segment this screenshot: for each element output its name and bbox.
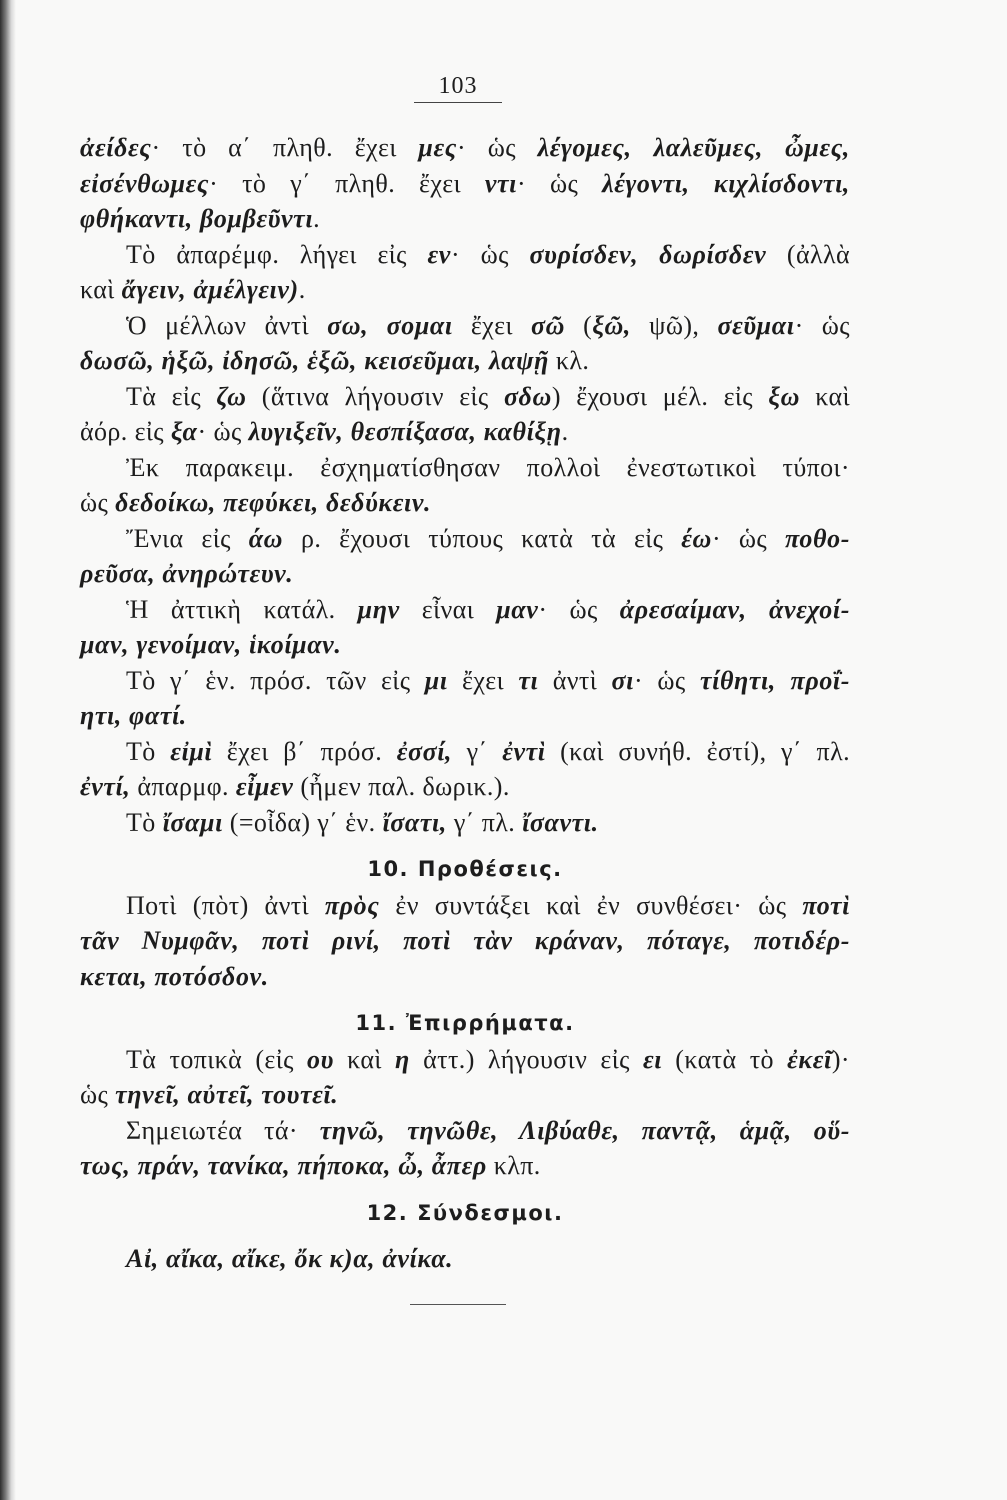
emphasized-term: έω — [681, 523, 712, 553]
text-run: (=οἶδα) γ΄ ἑν. — [222, 807, 383, 837]
emphasized-term: Αἰ, αἴκα, αἴκε, ὄκ κ)α, ἀνίκα. — [126, 1244, 454, 1273]
text-run: καὶ — [80, 275, 122, 304]
text-run: · ὡς — [794, 310, 850, 340]
text-run: . — [561, 417, 569, 446]
emphasized-term: σδω — [503, 381, 552, 411]
text-run: · ὡς — [633, 665, 700, 695]
text-run: Ἡ ἀττικὴ κατάλ. — [126, 594, 358, 624]
text-line — [80, 663, 850, 699]
emphasized-term: ντι — [484, 168, 518, 198]
text-run: · ὡς — [517, 168, 603, 198]
text-run: ἀντὶ — [538, 665, 612, 695]
text-line — [80, 272, 850, 308]
emphasized-term: ποθο- — [785, 523, 850, 553]
emphasized-term: ἴσαμι — [162, 807, 223, 837]
emphasized-term: εἰσένθωμες — [80, 168, 210, 198]
text-run: . — [298, 275, 306, 304]
page-edge-shadow — [0, 0, 16, 1500]
section-heading: 12. Σύνδεσμοι. — [366, 1200, 564, 1225]
text-line — [80, 201, 850, 237]
text-run: · τὸ γ΄ πληθ. ἔχει — [209, 168, 485, 198]
text-run: (καὶ συνήθ. ἐστί), γ΄ πλ. — [545, 736, 850, 766]
emphasized-term: λυγιξεῖν, θεσπίξασα, καθίξῃ — [248, 417, 562, 446]
text-run: · τὸ α΄ πληθ. ἔχει — [151, 133, 419, 162]
text-line — [80, 130, 850, 166]
text-line — [80, 414, 850, 450]
emphasized-term: ἐντὶ — [502, 736, 546, 766]
emphasized-term: μες — [418, 133, 457, 162]
text-line — [80, 379, 850, 415]
text-line — [80, 1148, 850, 1184]
text-run: ἔχει — [447, 665, 519, 695]
emphasized-term: τίθητι, προΐ- — [699, 665, 851, 695]
text-run: ἀττ.) λήγουσιν εἰς — [409, 1044, 644, 1074]
page-number: 103 — [414, 72, 502, 103]
emphasized-term: λέγομες, λαλεῦμες, ὦμες, — [537, 133, 850, 162]
emphasized-term: εἶμεν — [235, 772, 294, 801]
text-run: (κατὰ τὸ — [662, 1044, 788, 1074]
text-run: ἔχει β΄ πρόσ. — [212, 736, 397, 766]
text-run: ( — [565, 310, 593, 340]
text-run: ) ἔχουσι μέλ. εἰς — [551, 381, 769, 411]
end-rule — [410, 1304, 506, 1305]
emphasized-term: σω, σομαι — [327, 310, 453, 340]
emphasized-term: μην — [357, 594, 400, 624]
emphasized-term: λέγοντι, κιχλίσδοντι, — [602, 168, 851, 198]
emphasized-term: ζω — [216, 381, 247, 411]
emphasized-term: ἐκεῖ — [787, 1044, 832, 1074]
emphasized-term: σῶ — [530, 310, 566, 340]
emphasized-term: άω — [248, 523, 284, 553]
text-run: (ἦμεν παλ. δωρικ.). — [293, 772, 510, 801]
text-line — [80, 1077, 850, 1113]
emphasized-term: τᾶν Νυμφᾶν, ποτὶ ρινί, ποτὶ τὰν κράναν, πόταγε, ποτιδέρ- — [80, 926, 850, 955]
emphasized-term: ξω — [768, 381, 800, 411]
emphasized-term: ἄγειν, ἀμέλγειν) — [121, 275, 299, 304]
text-line — [80, 769, 850, 805]
text-run: Σημειωτέα τά· — [126, 1115, 320, 1145]
text-line — [80, 450, 850, 486]
emphasized-term: ἴσαντι. — [522, 807, 599, 837]
text-line — [80, 343, 850, 379]
section-heading: 10. Προθέσεις. — [367, 857, 563, 881]
text-run: γ΄ — [452, 736, 503, 766]
emphasized-term: τηνῶ, τηνῶθε, Λιβύαθε, παντᾷ, ἁμᾷ, οὕ- — [319, 1115, 850, 1145]
emphasized-term: σεῦμαι — [717, 310, 795, 340]
text-run: κλπ. — [486, 1151, 541, 1180]
text-run: Τὸ — [126, 736, 171, 766]
emphasized-term: ητι, φατί. — [80, 701, 187, 730]
emphasized-term: δωσῶ, ἡξῶ, ἰδησῶ, ἑξῶ, κεισεῦμαι, λαψῇ — [80, 346, 549, 375]
text-line — [80, 556, 850, 592]
text-run: ρ. ἔχουσι τύπους κατὰ τὰ εἰς — [283, 523, 682, 553]
text-run: καὶ — [799, 381, 850, 411]
emphasized-term: φθήκαντι, βομβεῦντι — [80, 204, 314, 233]
emphasized-term: ξῶ, — [592, 310, 632, 340]
emphasized-term: ἀείδες — [80, 133, 152, 162]
text-line — [80, 308, 850, 344]
emphasized-term: μι — [424, 665, 448, 695]
text-line — [80, 485, 850, 521]
text-line — [80, 592, 850, 628]
text-line — [80, 959, 850, 995]
text-line — [80, 166, 850, 202]
text-run: Ποτὶ (πὸτ) ἀντὶ — [126, 890, 325, 920]
text-line — [80, 1241, 850, 1277]
text-line — [80, 521, 850, 557]
emphasized-term: ἀρεσαίμαν, ἀνεχοί- — [619, 594, 850, 624]
emphasized-term: πρὸς — [324, 890, 380, 920]
text-run: κλ. — [548, 346, 590, 375]
emphasized-term: μαν, γενοίμαν, ἱκοίμαν. — [80, 630, 342, 659]
emphasized-term: τως, πράν, τανίκα, πήποκα, ὦ, ἆπερ — [80, 1151, 487, 1180]
text-line — [80, 698, 850, 734]
emphasized-term: τηνεῖ, αὐτεῖ, τουτεῖ. — [115, 1080, 339, 1109]
text-run: ἀπαρμφ. — [130, 772, 236, 801]
text-run: )· — [831, 1044, 850, 1074]
emphasized-term: ου — [307, 1044, 334, 1074]
text-line — [80, 237, 850, 273]
text-line — [80, 805, 850, 841]
text-run: (ἅτινα λήγουσιν εἰς — [246, 381, 504, 411]
emphasized-term: εἰμὶ — [170, 736, 213, 766]
text-run: · ὡς — [456, 133, 538, 162]
text-run: Τὰ τοπικὰ (εἰς — [126, 1044, 308, 1074]
text-run: ὡς — [80, 488, 116, 517]
text-run: · ὡς — [538, 594, 620, 624]
emphasized-term: ἐντί, — [80, 772, 131, 801]
page-text — [80, 130, 850, 1277]
text-run: καὶ — [333, 1044, 396, 1074]
text-run: · ὡς — [711, 523, 785, 553]
emphasized-term: ει — [643, 1044, 663, 1074]
emphasized-term: ἐσσί, — [396, 736, 453, 766]
text-run: ὡς — [80, 1080, 116, 1109]
emphasized-term: ποτὶ — [802, 890, 850, 920]
text-run: Τὸ — [126, 807, 163, 837]
text-run: (ἀλλὰ — [766, 239, 850, 269]
text-run: Ὁ μέλλων ἀντὶ — [126, 310, 328, 340]
text-run: εἶναι — [399, 594, 497, 624]
section-heading: 11. Ἐπιρρήματα. — [355, 1011, 575, 1035]
emphasized-term: κεται, ποτόσδον. — [80, 961, 269, 991]
text-line — [80, 1113, 850, 1149]
emphasized-term: η — [395, 1044, 410, 1074]
text-run: . — [313, 204, 321, 233]
text-run: ἔχει — [452, 310, 531, 340]
text-run: Τὸ γ΄ ἑν. πρόσ. τῶν εἰς — [126, 665, 425, 695]
text-run: · ὡς — [450, 239, 530, 269]
text-run: ψῶ), — [631, 310, 718, 340]
text-run: Τὸ ἀπαρέμφ. λήγει εἰς — [126, 239, 428, 269]
emphasized-term: τι — [518, 665, 539, 695]
text-run: γ΄ πλ. — [446, 807, 523, 837]
text-run: ἀόρ. εἰς — [80, 417, 171, 446]
text-line — [80, 923, 850, 959]
text-run: ἐν συντάξει καὶ ἐν συνθέσει· ὡς — [379, 890, 803, 920]
emphasized-term: σι — [611, 665, 634, 695]
emphasized-term: εν — [427, 239, 451, 269]
text-line — [80, 1042, 850, 1078]
emphasized-term: συρίσδεν, δωρίσδεν — [529, 239, 767, 269]
text-run: Ἔνια εἰς — [126, 523, 249, 553]
text-run: Τὰ εἰς — [126, 381, 217, 411]
text-line — [80, 734, 850, 770]
emphasized-term: δεδοίκω, πεφύκει, δεδύκειν. — [115, 488, 432, 517]
emphasized-term: ἴσατι, — [382, 807, 447, 837]
text-run: · ὡς — [197, 417, 249, 446]
text-line — [80, 888, 850, 924]
text-line — [80, 627, 850, 663]
emphasized-term: μαν — [496, 594, 539, 624]
emphasized-term: ρεῦσα, ἀνηρώτευν. — [80, 559, 294, 588]
emphasized-term: ξα — [170, 417, 198, 446]
text-run: Ἐκ παρακειμ. ἐσχηματίσθησαν πολλοὶ ἐνεστωτικοὶ τύποι· — [126, 452, 850, 482]
